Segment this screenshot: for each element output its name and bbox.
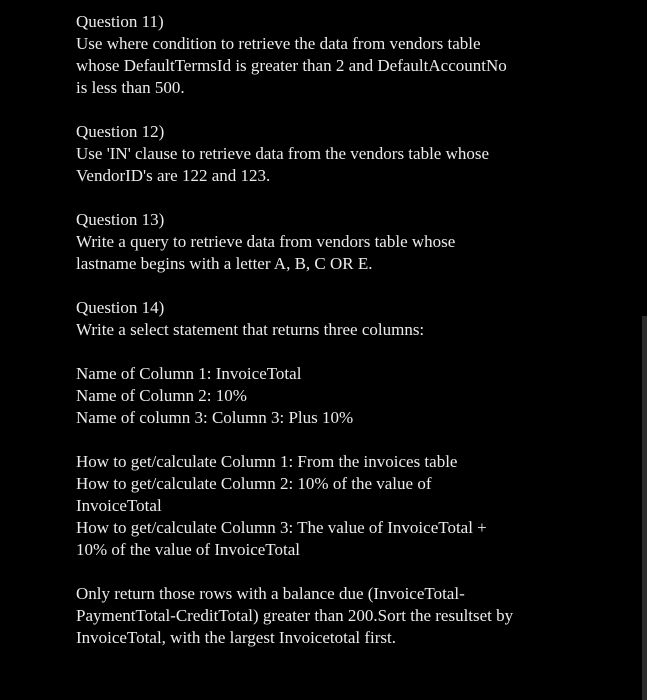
question-14 xyxy=(76,297,596,649)
closing-line-2: PaymentTotal-CreditTotal) greater than 200.Sort the resultset by xyxy=(76,606,514,625)
column-calc-2-cont: InvoiceTotal xyxy=(76,496,162,515)
question-11-line-2: whose DefaultTermsId is greater than 2 and DefaultAccountNo xyxy=(76,56,507,75)
question-12 xyxy=(76,121,596,187)
question-11-title: Question 11) xyxy=(76,12,164,31)
question-12-title: Question 12) xyxy=(76,122,165,141)
closing-line-1: Only return those rows with a balance due (InvoiceTotal- xyxy=(76,584,465,603)
scrollbar[interactable] xyxy=(642,316,647,700)
question-13 xyxy=(76,209,596,275)
question-12-line-2: VendorID's are 122 and 123. xyxy=(76,166,271,185)
question-11-line-3: is less than 500. xyxy=(76,78,185,97)
closing-line-3: InvoiceTotal, with the largest Invoicetotal first. xyxy=(76,628,396,647)
question-13-line-2: lastname begins with a letter A, B, C OR E. xyxy=(76,254,373,273)
column-name-1: Name of Column 1: InvoiceTotal xyxy=(76,364,302,383)
question-11 xyxy=(76,11,596,99)
question-13-title: Question 13) xyxy=(76,210,165,229)
column-calc-3: How to get/calculate Column 3: The value of InvoiceTotal + xyxy=(76,518,487,537)
column-name-3: Name of column 3: Column 3: Plus 10% xyxy=(76,408,354,427)
column-calc-2: How to get/calculate Column 2: 10% of the value of xyxy=(76,474,432,493)
column-calc-1: How to get/calculate Column 1: From the invoices table xyxy=(76,452,458,471)
question-12-line-1: Use 'IN' clause to retrieve data from the vendors table whose xyxy=(76,144,490,163)
question-14-title: Question 14) xyxy=(76,298,165,317)
column-name-2: Name of Column 2: 10% xyxy=(76,386,247,405)
document-body xyxy=(76,11,596,649)
question-11-line-1: Use where condition to retrieve the data from vendors table xyxy=(76,34,481,53)
question-13-line-1: Write a query to retrieve data from vendors table whose xyxy=(76,232,456,251)
question-14-intro: Write a select statement that returns three columns: xyxy=(76,320,425,339)
column-calc-3-cont: 10% of the value of InvoiceTotal xyxy=(76,540,300,559)
